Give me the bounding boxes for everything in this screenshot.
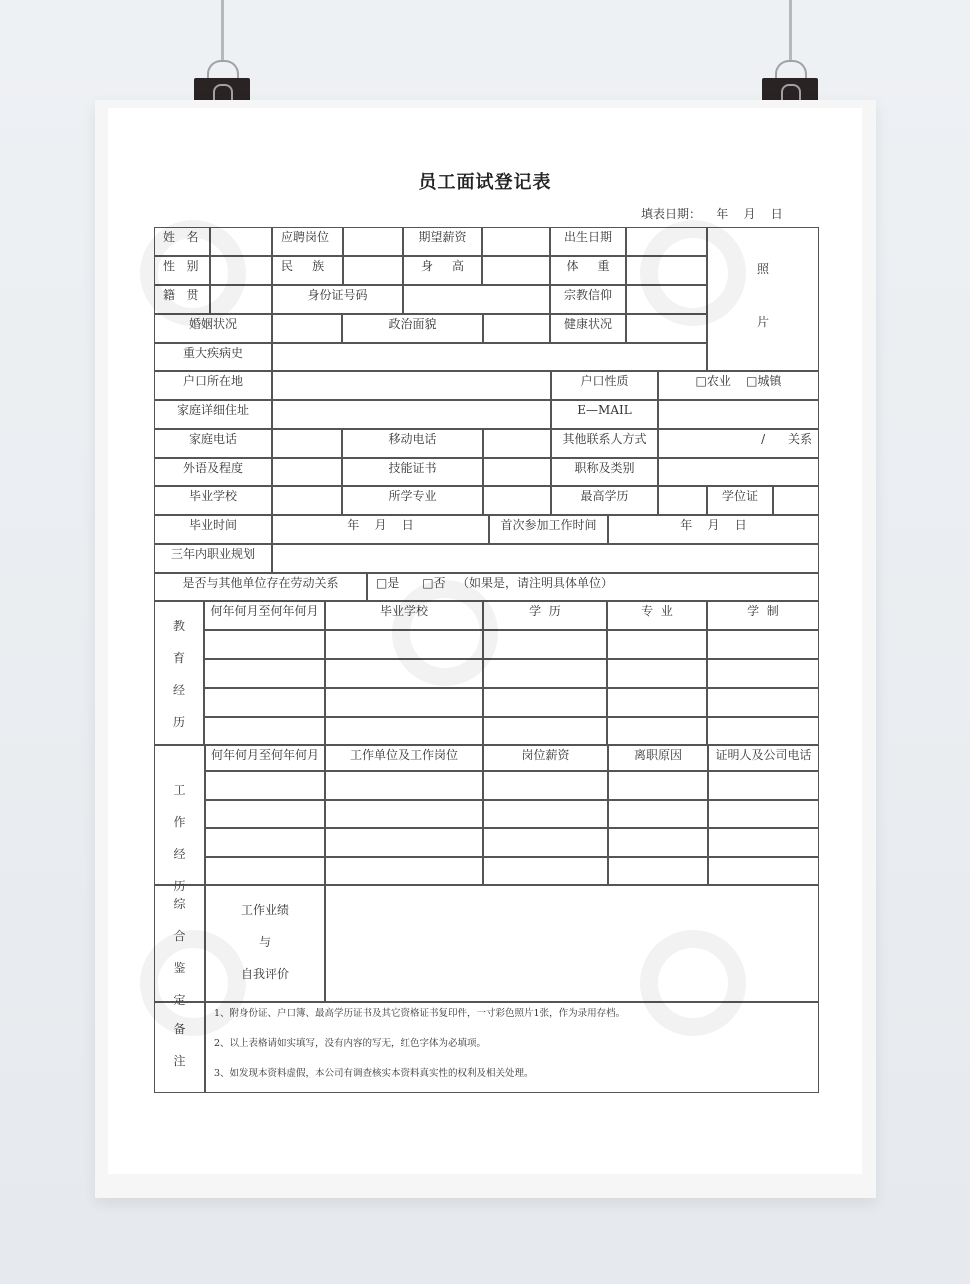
- edu-cell-major[interactable]: [607, 659, 707, 688]
- edu-cell-period[interactable]: [204, 630, 325, 659]
- remarks-char-1: 备: [173, 1022, 186, 1036]
- photo-label-2: 片: [756, 315, 769, 329]
- education-char-2: 育: [172, 651, 185, 665]
- photo-box[interactable]: [707, 227, 819, 371]
- edu-cell-level[interactable]: [483, 688, 607, 717]
- field-major[interactable]: [483, 486, 551, 515]
- work-cell-company[interactable]: [325, 828, 483, 857]
- label-skills: 技能证书: [342, 458, 483, 486]
- remarks-char-2: 注: [173, 1054, 186, 1068]
- fill-date: 填表日期： 年 月 日: [641, 207, 783, 221]
- label-religion: 宗教信仰: [550, 285, 626, 314]
- label-language: 外语及程度: [154, 458, 272, 486]
- work-cell-salary[interactable]: [483, 771, 608, 800]
- education-section-label: [154, 601, 204, 745]
- work-cell-reason[interactable]: [608, 800, 708, 828]
- label-birth: 出生日期: [550, 227, 626, 256]
- hanging-wire-left: [221, 0, 224, 62]
- label-health: 健康状况: [550, 314, 626, 343]
- education-char-4: 历: [172, 715, 185, 729]
- work-cell-company[interactable]: [325, 857, 483, 885]
- work-cell-reason[interactable]: [608, 857, 708, 885]
- label-grad-time: 毕业时间: [154, 515, 272, 544]
- work-cell-salary[interactable]: [483, 800, 608, 828]
- edu-header-major: 专 业: [607, 601, 707, 630]
- field-degree[interactable]: [773, 486, 819, 515]
- label-first-work: 首次参加工作时间: [489, 515, 608, 544]
- edu-cell-school[interactable]: [325, 688, 483, 717]
- label-disease: 重大疾病史: [154, 343, 272, 371]
- edu-cell-school[interactable]: [325, 717, 483, 745]
- work-char-3: 经: [173, 847, 186, 861]
- label-title-category: 职称及类别: [551, 458, 658, 486]
- field-home-phone[interactable]: [272, 429, 342, 458]
- label-degree: 学位证: [707, 486, 773, 515]
- label-email: E—MAIL: [551, 400, 658, 429]
- label-school: 毕业学校: [154, 486, 272, 515]
- remarks-notes: [205, 1002, 819, 1093]
- evaluation-field[interactable]: [325, 885, 819, 1002]
- field-title-category[interactable]: [658, 458, 819, 486]
- label-marital: 婚姻状况: [154, 314, 272, 343]
- field-grad-time[interactable]: 年 月 日: [272, 515, 489, 544]
- edu-cell-duration[interactable]: [707, 659, 819, 688]
- work-cell-company[interactable]: [325, 800, 483, 828]
- education-char-3: 经: [172, 683, 185, 697]
- field-gender[interactable]: [210, 256, 272, 285]
- edu-cell-major[interactable]: [607, 717, 707, 745]
- field-salary[interactable]: [482, 227, 550, 256]
- field-first-work[interactable]: 年 月 日: [608, 515, 819, 544]
- edu-cell-level[interactable]: [483, 630, 607, 659]
- interview-form-table: [155, 228, 820, 1094]
- label-native: 籍 贯: [154, 285, 210, 314]
- field-edu-level[interactable]: [658, 486, 707, 515]
- field-mobile[interactable]: [483, 429, 551, 458]
- work-cell-reason[interactable]: [608, 771, 708, 800]
- label-mobile: 移动电话: [342, 429, 483, 458]
- field-marital[interactable]: [272, 314, 342, 343]
- evaluation-label: [205, 885, 325, 1002]
- edu-header-school: 毕业学校: [325, 601, 483, 630]
- label-weight: 体 重: [550, 256, 626, 285]
- field-other-contact[interactable]: / 关系: [658, 429, 819, 458]
- evaluation-char-3: 鉴: [173, 961, 186, 975]
- work-cell-period[interactable]: [205, 771, 325, 800]
- work-header-reference: 证明人及公司电话: [708, 745, 819, 771]
- work-cell-period[interactable]: [205, 800, 325, 828]
- label-major: 所学专业: [342, 486, 483, 515]
- education-char-1: 教: [172, 619, 185, 633]
- work-cell-period[interactable]: [205, 857, 325, 885]
- labor-relation-options[interactable]: □是 □否 （如果是，请注明具体单位）: [367, 573, 819, 601]
- edu-cell-period[interactable]: [204, 688, 325, 717]
- work-char-1: 工: [173, 783, 186, 797]
- label-career-plan: 三年内职业规划: [154, 544, 272, 573]
- work-char-4: 历: [173, 879, 186, 893]
- label-other-contact: 其他联系人方式: [551, 429, 658, 458]
- label-id-number: 身份证号码: [272, 285, 403, 314]
- field-ethnic[interactable]: [343, 256, 403, 285]
- work-header-period: 何年何月至何年何月: [205, 745, 325, 771]
- evaluation-label-line-2: 与: [258, 935, 271, 949]
- edu-cell-duration[interactable]: [707, 717, 819, 745]
- label-hukou-type: 户口性质: [551, 371, 658, 400]
- label-labor-relation: 是否与其他单位存在劳动关系: [154, 573, 367, 601]
- edu-header-period: 何年何月至何年何月: [204, 601, 325, 630]
- field-native[interactable]: [210, 285, 272, 314]
- field-political[interactable]: [483, 314, 550, 343]
- field-birth[interactable]: [626, 227, 707, 256]
- field-address[interactable]: [272, 400, 551, 429]
- evaluation-char-4: 定: [173, 993, 186, 1007]
- remarks-note-2: 2、以上表格请如实填写，没有内容的写无，红色字体为必填项。: [214, 1038, 487, 1049]
- photo-label-1: 照: [756, 262, 769, 276]
- field-height[interactable]: [482, 256, 550, 285]
- remarks-note-1: 1、附身份证、户口簿、最高学历证书及其它资格证书复印件，一寸彩色照片1张，作为录用存档。: [214, 1008, 626, 1019]
- hanging-wire-right: [789, 0, 792, 62]
- field-health[interactable]: [626, 314, 707, 343]
- work-cell-company[interactable]: [325, 771, 483, 800]
- evaluation-char-2: 合: [173, 929, 186, 943]
- work-cell-reference[interactable]: [708, 771, 819, 800]
- field-id-number[interactable]: [403, 285, 550, 314]
- remarks-note-3: 3、如发现本资料虚假，本公司有调查核实本资料真实性的权利及相关处理。: [214, 1068, 534, 1079]
- work-cell-reference[interactable]: [708, 828, 819, 857]
- field-email[interactable]: [658, 400, 819, 429]
- label-political: 政治面貌: [342, 314, 483, 343]
- label-salary: 期望薪资: [403, 227, 482, 256]
- hukou-type-options[interactable]: □农业 □城镇: [658, 371, 819, 400]
- label-ethnic: 民 族: [272, 256, 343, 285]
- evaluation-char-1: 综: [173, 897, 186, 911]
- label-address: 家庭详细住址: [154, 400, 272, 429]
- label-position: 应聘岗位: [272, 227, 343, 256]
- evaluation-section-label: [154, 885, 205, 1007]
- evaluation-label-line-3: 自我评价: [240, 967, 289, 981]
- edu-cell-duration[interactable]: [707, 688, 819, 717]
- field-disease[interactable]: [272, 343, 707, 371]
- edu-cell-school[interactable]: [325, 659, 483, 688]
- edu-cell-school[interactable]: [325, 630, 483, 659]
- work-cell-reference[interactable]: [708, 857, 819, 885]
- field-position[interactable]: [343, 227, 403, 256]
- edu-cell-period[interactable]: [204, 659, 325, 688]
- work-cell-period[interactable]: [205, 828, 325, 857]
- work-cell-reference[interactable]: [708, 800, 819, 828]
- edu-cell-major[interactable]: [607, 688, 707, 717]
- edu-header-level: 学 历: [483, 601, 607, 630]
- field-skills[interactable]: [483, 458, 551, 486]
- field-school[interactable]: [272, 486, 342, 515]
- field-language[interactable]: [272, 458, 342, 486]
- binder-clip-inner-left: [213, 84, 233, 100]
- work-header-company: 工作单位及工作岗位: [325, 745, 483, 771]
- label-hukou: 户口所在地: [154, 371, 272, 400]
- work-cell-salary[interactable]: [483, 857, 608, 885]
- edu-cell-major[interactable]: [607, 630, 707, 659]
- work-section-label: [154, 745, 205, 893]
- field-name[interactable]: [210, 227, 272, 256]
- edu-cell-duration[interactable]: [707, 630, 819, 659]
- evaluation-label-line-1: 工作业绩: [240, 903, 289, 917]
- edu-cell-period[interactable]: [204, 717, 325, 745]
- work-header-reason: 离职原因: [608, 745, 708, 771]
- edu-cell-level[interactable]: [483, 717, 607, 745]
- work-header-salary: 岗位薪资: [483, 745, 608, 771]
- field-religion[interactable]: [626, 285, 707, 314]
- label-name: 姓 名: [154, 227, 210, 256]
- work-cell-reason[interactable]: [608, 828, 708, 857]
- field-weight[interactable]: [626, 256, 707, 285]
- form-title: 员工面试登记表: [418, 172, 552, 193]
- edu-header-duration: 学 制: [707, 601, 819, 630]
- remarks-section-label: [154, 1002, 205, 1093]
- label-edu-level: 最高学历: [551, 486, 658, 515]
- label-home-phone: 家庭电话: [154, 429, 272, 458]
- work-char-2: 作: [173, 815, 186, 829]
- label-height: 身 高: [403, 256, 482, 285]
- field-career-plan[interactable]: [272, 544, 819, 573]
- label-gender: 性 别: [154, 256, 210, 285]
- work-cell-salary[interactable]: [483, 828, 608, 857]
- binder-clip-inner-right: [781, 84, 801, 100]
- field-hukou[interactable]: [272, 371, 551, 400]
- edu-cell-level[interactable]: [483, 659, 607, 688]
